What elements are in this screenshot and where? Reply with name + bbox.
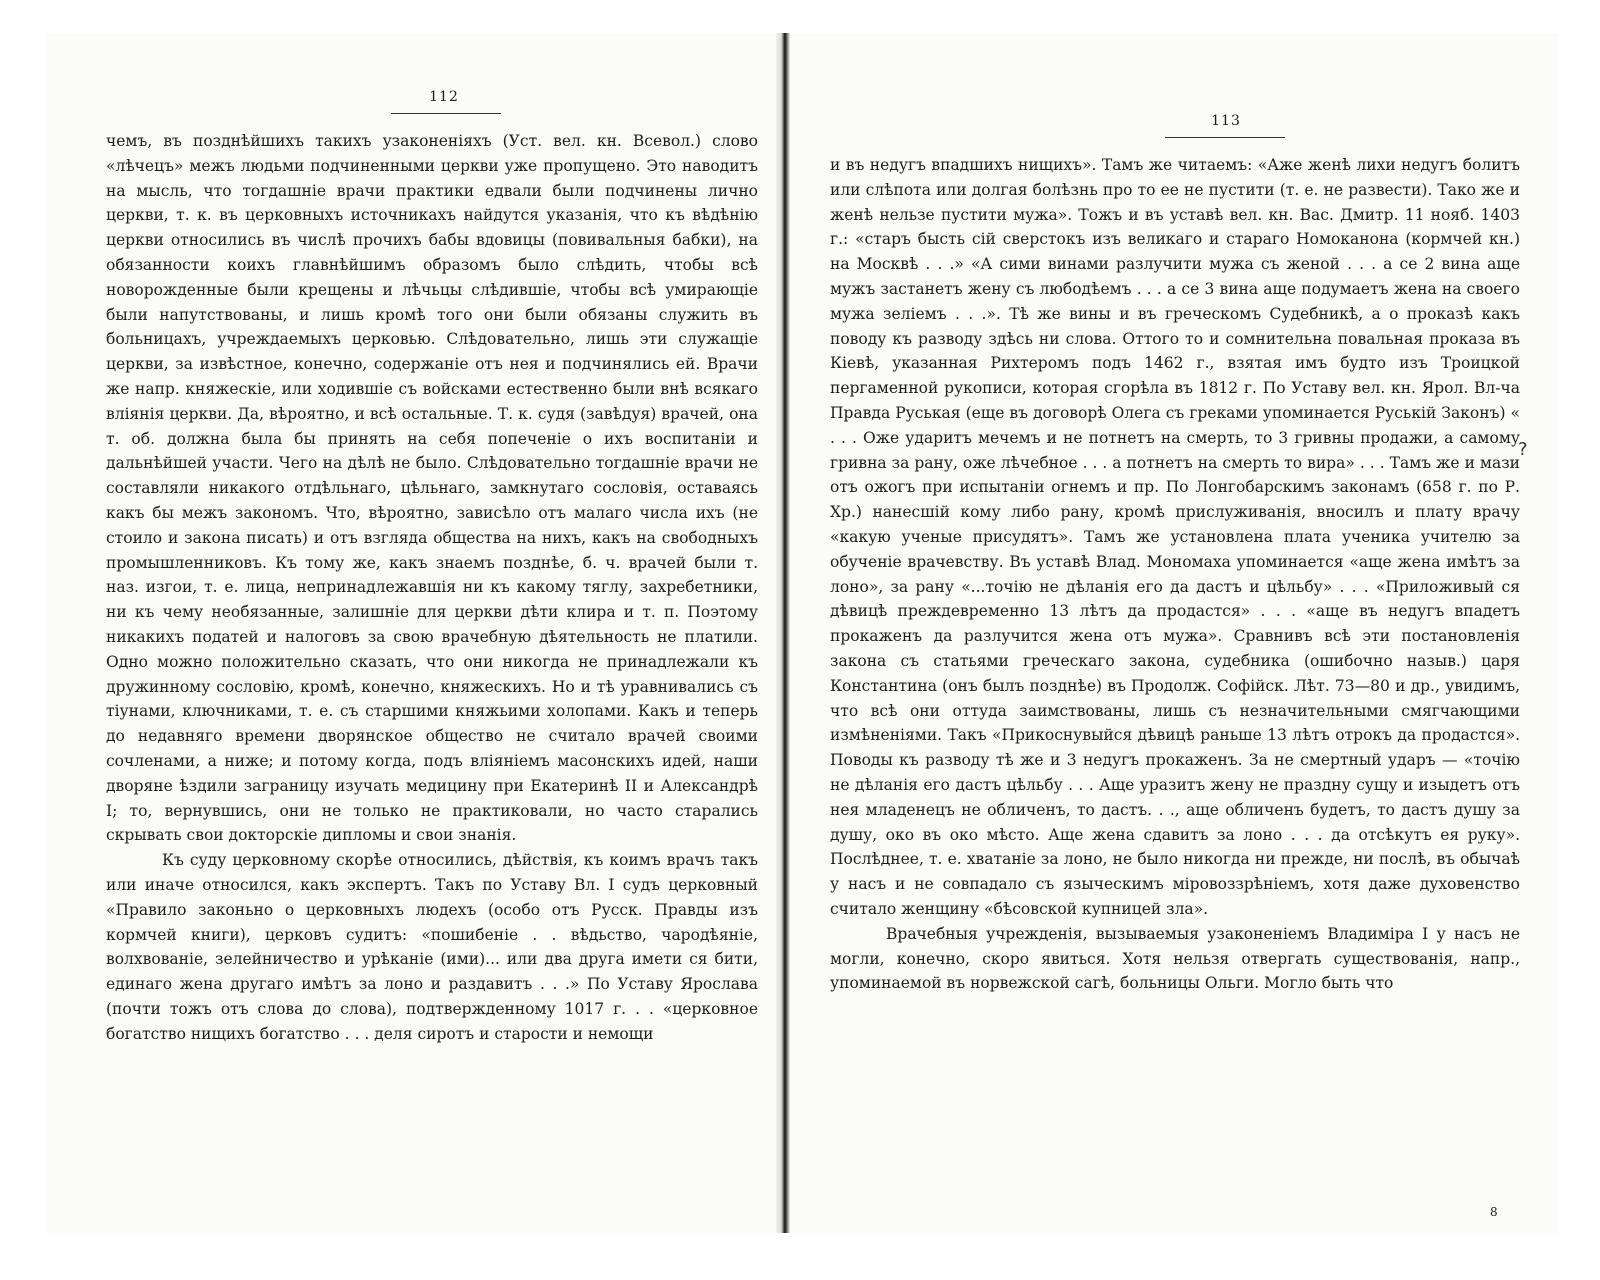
page-number-rule [1165,137,1285,138]
book-scan [46,33,1558,1233]
page-number-rule [391,113,501,114]
signature-mark: 8 [1490,1205,1498,1219]
left-page-text [106,129,758,1046]
page-number: 112 [429,89,459,105]
left-page [46,33,780,1233]
margin-annotation: ? [1518,439,1528,460]
paragraph: Врачебныя учрежденія, вызываемыя узаконеніемъ Владиміра I у насъ не могли, конечно, скоро явиться. Хотя нельзя отвергать существованія, напр., упоминаемой въ норвежской сагѣ, больницы Ольги. Могло быть что [830,924,1520,993]
right-page-text [830,153,1520,996]
paragraph: Къ суду церковному скорѣе относились, дѣйствія, къ коимъ врачъ такъ или иначе относился, какъ экспертъ. Такъ по Уставу Вл. I судъ церковный «Правило законьно о церковныхъ людехъ (особо отъ Русск. Правды изъ кормчей книги), церковъ судитъ: «пошибеніе . . вѣдьство, чародѣяніе, волхвованіе, зелейничество и урѣканіе (ими)... или два друга имети ся бити, единаго жена другаго имѣтъ за лоно и раздавитъ . . .» По Уставу Ярослава (почти тожъ отъ слова до слова), подтвержденному 1017 г. . . «церковное богатство нищихъ богатство . . . деля сиротъ и старости и немощи [106,851,758,1043]
paragraph: чемъ, въ позднѣйшихъ такихъ узаконеніяхъ (Уст. вел. кн. Всевол.) слово «лѣчецъ» межъ людьми подчиненными церкви уже пропущено. Это наводитъ на мысль, что тогдашніе врачи практики едвали были подчинены лично церкви, т. к. въ церковныхъ источникахъ найдутся указанія, что къ вѣдѣнію церкви относились въ числѣ прочихъ бабы вдовицы (повивальныя бабки), на обязанности коихъ главнѣйшимъ образомъ было слѣдить, чтобы всѣ новорожденные были крещены и лѣчьцы слѣдившіе, чтобы всѣ умирающіе были напутствованы, и лишь кромѣ того они были обязаны служить въ больницахъ, учреждаемыхъ церковью. Слѣдовательно, лишь эти служащіе церкви, за извѣстное, конечно, содержаніе отъ нея и подчинялись ей. Врачи же напр. княжескіе, или ходившіе съ войсками естественно были внѣ всякаго вліянія церкви. Да, вѣроятно, и всѣ остальные. Т. к. судя (завѣдуя) врачей, она т. об. должна была бы принять на себя попеченіе о ихъ воспитаніи и дальнѣйшей участи. Чего на дѣлѣ не было. Слѣдовательно тогдашніе врачи не составляли никакого отдѣльнаго, цѣльнаго, замкнутаго сословія, оставаясь какъ бы межъ закономъ. Что, вѣроятно, зависѣло отъ малаго числа ихъ (не стоило и закона писать) и отъ взгляда общества на нихъ, какъ на свободныхъ промышленниковъ. Къ тому же, какъ знаемъ позднѣе, б. ч. врачей были т. наз. изгои, т. е. лица, непринадлежавшія ни къ какому тяглу, захребетники, ни къ чему необязанные, залишніе для церкви дѣти клира и т. п. Поэтому никакихъ податей и налоговъ за свою врачебную дѣятельность не платили. Одно можно положительно сказать, что они никогда не принадлежали къ дружинному сословію, кромѣ, конечно, княжескихъ. Но и тѣ уравнивались съ тіунами, ключниками, т. е. съ старшими княжьими холопами. Какъ и теперь до недавняго времени дворянское общество не считало врачей своими сочленами, а ниже; и потому когда, подъ вліяніемъ масонскихъ идей, наши дворяне ѣздили заграницу изучать медицину при Екатеринѣ II и Александрѣ I; то, вернувшись, они не только не практиковали, но часто старались скрывать свои докторскіе дипломы и свои знанія. [106,132,758,845]
right-page [790,33,1558,1233]
paragraph: и въ недугъ впадшихъ нищихъ». Тамъ же читаемъ: «Аже женѣ лихи недугъ болитъ или слѣпота или долгая болѣзнь про то ее не пустити (т. е. не развести). Тако же и женѣ нельзе пустити мужа». Тожъ и въ уставѣ вел. кн. Вас. Дмитр. 11 нояб. 1403 г.: «старъ бысть сій сверстокъ изъ великаго и стараго Номоканона (кормчей кн.) на Москвѣ . . .» «А сими винами разлучити мужа съ женой . . . а се 2 вина аще мужъ застанетъ жену съ любодѣемъ . . . а се 3 вина аще подумаетъ жена на своего мужа зеліемъ . . .». Тѣ же вины и въ греческомъ Судебникѣ, а о проказѣ какъ поводу къ разводу здѣсь ни слова. Оттого то и сомнительна повальная проказа въ Кіевѣ, указанная Рихтеромъ подъ 1462 г., взятая имъ будто изъ Троицкой пергаменной рукописи, которая сгорѣла въ 1812 г. По Уставу вел. кн. Ярол. Вл-ча Правда Руськая (еще въ договорѣ Олега съ греками упоминается Руській Законъ) « . . . Оже ударитъ мечемъ и не потнетъ на смерть, то 3 гривны продажи, а самому гривна за рану, оже лѣчебное . . . а потнетъ на смерть то вира» . . . Тамъ же и мази отъ ожогъ при испытаніи огнемъ и пр. По Лонгобарскимъ законамъ (658 г. по Р. Хр.) нанесшій кому либо рану, кромѣ прислуживанія, вносилъ и плату врачу «какую ученые присудятъ». Тамъ же установлена плата ученика учителю за обученіе врачевству. Въ уставѣ Влад. Мономаха упоминается «аще жена имѣтъ за лоно», за рану «...точію не дѣланія его да дастъ и цѣльбу» . . . «Приложивый ся дѣвицѣ преждевременно 13 лѣтъ да продастся» . . . «аще въ недугъ впадетъ прокаженъ да разлучится жена отъ мужа». Сравнивъ всѣ эти постановленія закона съ статьями греческаго закона, судебника (ошибочно назыв.) царя Константина (онъ былъ позднѣе) въ Продолж. Софійск. Лѣт. 73—80 и др., увидимъ, что всѣ они оттуда заимствованы, лишь съ незначительными смягчающими измѣненіями. Такъ «Прикоснувыйся дѣвицѣ раньше 13 лѣтъ отрокъ да продастся». Поводы къ разводу тѣ же и 3 недугъ прокаженъ. За не смертный ударъ — «точію не дѣланія его дастъ цѣльбу . . . Аще уразитъ жену не праздну сущу и изыдетъ отъ нея младенецъ не обличенъ, то дастъ. . ., аще обличенъ будетъ, то дастъ душу за душу, око въ око мѣсто. Аще жена сдавитъ за лоно . . . да отсѣкутъ ея руку». Послѣднее, т. е. хватаніе за лоно, не было никогда ни прежде, ни послѣ, въ обычаѣ у насъ и не совпадало съ языческимъ міровоззрѣніемъ, хотя даже духовенство считало женщину «бѣсовской купницей зла». [830,156,1520,918]
page-number: 113 [1211,113,1241,129]
